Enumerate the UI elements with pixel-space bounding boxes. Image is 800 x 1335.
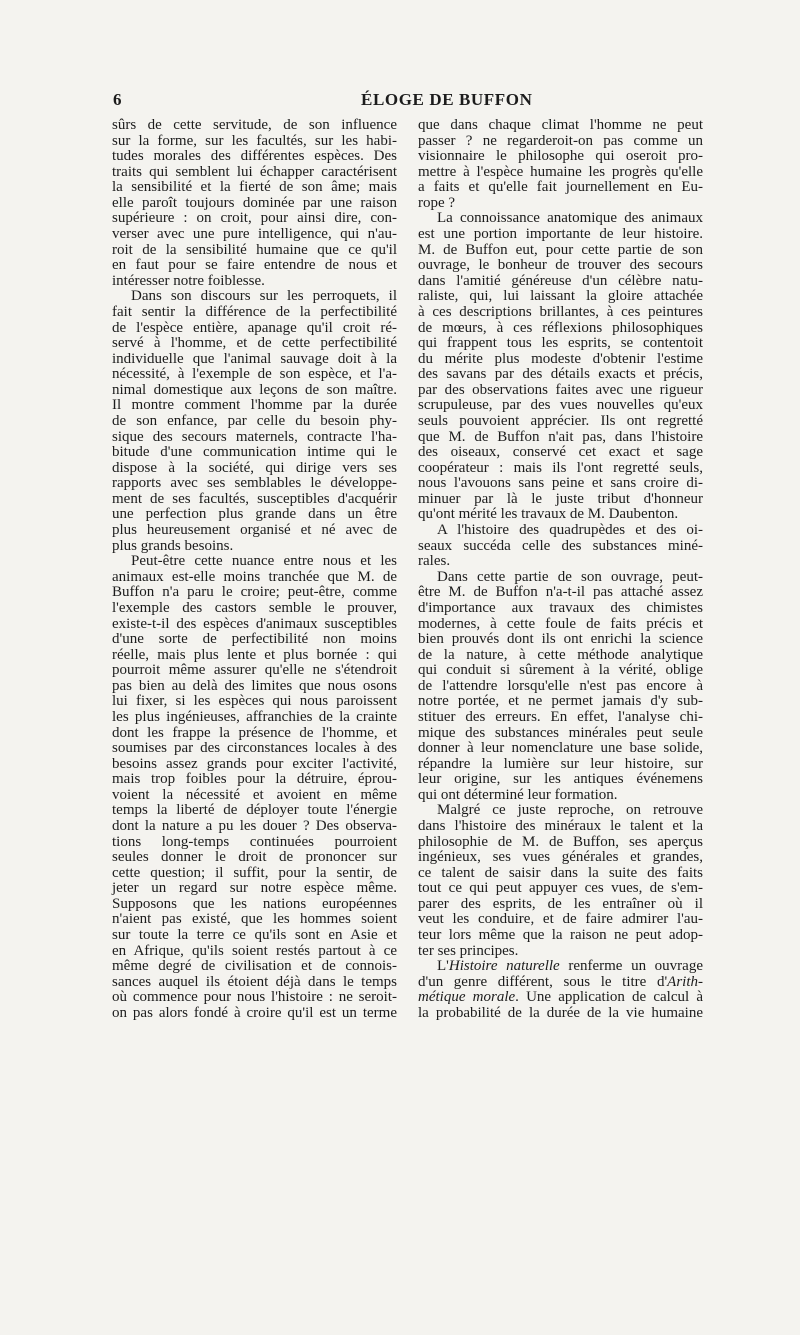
text-line: tudes morales des différentes espèces. Des	[112, 148, 397, 165]
text-line: servé à l'homme, et de cette perfectibilité	[112, 335, 397, 352]
paragraph	[112, 554, 397, 1021]
text-line: besoins assez grands pour exciter l'activité,	[112, 755, 397, 772]
text-line: pas bien au delà des limites que nous osons	[112, 677, 397, 694]
text-line: qu'ont mérité les travaux de M. Daubenton.	[418, 506, 679, 523]
paragraph	[418, 118, 703, 211]
text-run: renferme un ouvrage	[559, 958, 703, 975]
text-line: supérieure : on croit, pour ainsi dire, con-	[112, 210, 397, 227]
text-line: plus heureusement organisé et né avec de	[112, 522, 397, 539]
text-line: sur la forme, sur les facultés, sur les habi-	[112, 132, 397, 149]
text-line: voient la nécessité et avoient en même	[112, 786, 397, 803]
text-line: sique des secours maternels, contracte l'ha-	[112, 428, 397, 445]
text-line: seaux succéda celle des substances miné-	[418, 537, 703, 554]
text-line: passer ? ne regarderoit-on pas comme un	[418, 132, 703, 149]
text-line: existe-t-il des espèces d'animaux susceptibles	[112, 615, 397, 632]
text-line: traits qui semblent lui échapper caractérisent	[112, 163, 397, 180]
italic-text: Histoire naturelle	[448, 958, 560, 975]
text-line: dispose à la société, qui dirige vers ses	[112, 459, 397, 476]
text-line: lui fixer, si les espèces qui nous paroissent	[112, 693, 397, 710]
text-line: en faut pour se faire entendre de nous et	[112, 257, 397, 274]
text-line: teur lors même que la raison ne peut adop-	[418, 927, 703, 944]
text-column-right	[418, 118, 703, 1022]
text-line: leur origine, sur les antiques événemens	[418, 771, 703, 788]
text-line: la sensibilité et la fierté de son âme; mais	[112, 179, 397, 196]
text-line: tions long-temps continuées pourroient	[112, 833, 397, 850]
text-line: est une portion importante de leur histoire.	[418, 226, 703, 243]
text-run: L'	[437, 958, 449, 975]
text-line: seules donner le droit de prononcer sur	[112, 849, 397, 866]
text-line: sur toute la terre ce qu'ils sont en Asie et	[112, 927, 397, 944]
text-line: a faits et qu'elle fait journellement en Eu-	[418, 179, 703, 196]
text-line: jeter un regard sur notre espèce même.	[112, 880, 397, 897]
text-line: de l'espèce entière, apanage qu'il croit ré-	[112, 319, 397, 336]
text-line: ingénieux, ses vues générales et grandes,	[418, 849, 703, 866]
text-line: que M. de Buffon n'ait pas, dans l'histoire	[418, 428, 703, 445]
text-line: Peut-être cette nuance entre nous et les	[131, 553, 397, 570]
text-line: nimal domestique aux leçons de son maître.	[112, 381, 397, 398]
italic-text: Arith-	[667, 973, 703, 990]
text-line: dans l'amitié généreuse d'un célèbre natu-	[418, 272, 703, 289]
paragraph	[418, 211, 703, 523]
text-line: scrupuleuse, par des vues nouvelles qu'eux	[418, 397, 703, 414]
text-line: Dans cette partie de son ouvrage, peut-	[437, 568, 703, 585]
text-line: dans l'histoire des minéraux le talent et la	[418, 818, 703, 835]
text-line: de mœurs, à ces réflexions philosophiques	[418, 319, 703, 336]
text-line: ouvrage, le bonheur de trouver des secours	[418, 257, 703, 274]
text-line: veut les conduire, et de faire admirer l'au-	[418, 911, 703, 928]
text-line: rales.	[418, 553, 451, 570]
page-number: 6	[113, 90, 122, 109]
text-line: sûrs de cette servitude, de son influence	[112, 117, 397, 133]
text-line: bitude d'une communication intime qui le	[112, 444, 397, 461]
text-line: ment de ses facultés, susceptibles d'acquérir	[112, 490, 397, 507]
text-line	[418, 975, 703, 991]
text-line: où commence pour nous l'histoire : ne seroit-	[112, 989, 397, 1006]
text-line: d'importance aux travaux des chimistes	[418, 599, 703, 616]
text-line: bien prouvés dont ils ont enrichi la science	[418, 631, 703, 648]
text-line: tout ce qui peut appuyer ces vues, de s'em-	[418, 880, 703, 897]
text-line: d'une sorte de perfectibilité non moins	[112, 631, 397, 648]
text-line: cette question; il suffit, pour la sentir, de	[112, 864, 397, 881]
text-line: de la nature, à cette méthode analytique	[418, 646, 703, 663]
text-line: Supposons que les nations européennes	[112, 895, 397, 912]
text-line: l'exemple des castors semble le prouver,	[112, 599, 397, 616]
text-line: dont la nature a pu les douer ? Des observa-	[112, 818, 397, 835]
text-line: Malgré ce juste reproche, on retrouve	[437, 802, 703, 819]
text-line: soumises par des circonstances locales à des	[112, 740, 397, 757]
text-line: verser avec une pure intelligence, qui n'au-	[112, 226, 397, 243]
text-line: Il montre comment l'homme par la durée	[112, 397, 397, 414]
text-line: mettre à l'espèce humaine les progrès qu'elle	[418, 163, 703, 180]
text-line: modernes, à cette foule de faits précis et	[418, 615, 703, 632]
text-line: que dans chaque climat l'homme ne peut	[418, 117, 703, 133]
text-line: en Afrique, qu'ils soient restés partout à ce	[112, 942, 397, 959]
text-line: mais trop foibles pour la détruire, éprou-	[112, 771, 397, 788]
text-line: nécessité, à l'exemple de son espèce, et l'a-	[112, 366, 397, 383]
text-line: A l'histoire des quadrupèdes et des oi-	[437, 522, 703, 539]
text-line: qui conduit si sûrement à la vérité, oblige	[418, 662, 703, 679]
text-line: ce talent de saisir dans la suite des faits	[418, 864, 703, 881]
text-line: parer des esprits, de les entraîner où il	[418, 895, 703, 912]
text-line: coopérateur : mais ils l'ont regretté seuls,	[418, 459, 703, 476]
text-line	[418, 959, 703, 975]
text-line: ter ses principes.	[418, 942, 519, 959]
paragraph	[418, 803, 703, 959]
text-line: intéresser notre foiblesse.	[112, 272, 265, 289]
text-line: les plus ingénieuses, affranchies de la crainte	[112, 708, 397, 725]
text-line: plus grands besoins.	[112, 537, 234, 554]
text-line: Buffon n'a paru le croire; peut-être, comme	[112, 584, 397, 601]
text-line: à ces descriptions brillantes, à ces peintures	[418, 303, 703, 320]
text-line: stituer des erreurs. En effet, l'analyse chi-	[418, 708, 703, 725]
text-line: mique des substances minérales peut seule	[418, 724, 703, 741]
paragraph	[418, 959, 703, 1021]
paragraph	[112, 289, 397, 554]
text-line: raliste, qui, lui laissant la gloire attachée	[418, 288, 703, 305]
text-line: une perfection plus grande dans un être	[112, 506, 397, 523]
text-line: répandre la lumière sur leur histoire, sur	[418, 755, 703, 772]
text-line: de l'attendre lorsqu'elle n'est pas encore à	[418, 677, 703, 694]
text-line: rapports avec ses semblables le développe-	[112, 475, 397, 492]
text-line: fait sentir la différence de la perfectibilité	[112, 303, 397, 320]
text-line: être M. de Buffon n'a-t-il pas attaché assez	[418, 584, 703, 601]
text-line: de son enfance, par celle du besoin phy-	[112, 412, 397, 429]
text-line: on pas alors fondé à croire qu'il est un terme	[112, 1004, 397, 1021]
paragraph	[112, 118, 397, 289]
paragraph	[418, 523, 703, 570]
text-line: elle paroît toujours dominée par une raison	[112, 194, 397, 211]
text-line: seuls pouvoient apprécier. Ils ont regretté	[418, 412, 703, 429]
text-line: pourroit même assurer qu'elle ne s'étendroit	[112, 662, 397, 679]
text-line: qui ont déterminé leur formation.	[418, 786, 618, 803]
text-line: individuelle que l'animal sauvage doit à la	[112, 350, 397, 367]
text-line: n'aient pas existé, que les hommes soient	[112, 911, 397, 928]
text-line: donner à leur nomenclature une base solide,	[418, 740, 703, 757]
text-line: Dans son discours sur les perroquets, il	[131, 288, 397, 305]
text-line: La connoissance anatomique des animaux	[437, 210, 703, 227]
text-column-left	[112, 118, 397, 1022]
text-line: la probabilité de la durée de la vie humaine	[418, 1004, 703, 1021]
text-line: même degré de civilisation et de connois-	[112, 958, 397, 975]
text-line: notre portée, et ne permet jamais d'y sub-	[418, 693, 703, 710]
text-line: temps la liberté de déployer toute l'énergie	[112, 802, 397, 819]
text-line: des savans par des détails exacts et précis,	[418, 366, 703, 383]
text-line: visionnaire le philosophe qui oseroit pro-	[418, 148, 703, 165]
text-line: minuer par là le juste tribut d'honneur	[418, 490, 703, 507]
text-line: par des observations faites avec une rigueur	[418, 381, 703, 398]
text-line: animaux est-elle moins tranchée que M. de	[112, 568, 397, 585]
text-run: d'un genre différent, sous le titre d'	[418, 973, 668, 990]
text-line: nous l'avouons sans peine et sans croire di-	[418, 475, 703, 492]
text-line: qui frappent tous les esprits, se contentoit	[418, 335, 703, 352]
text-line: M. de Buffon eut, pour cette partie de son	[418, 241, 703, 258]
text-line: des oiseaux, conservé cet exact et sage	[418, 444, 703, 461]
text-line	[418, 990, 703, 1006]
italic-text: métique morale	[418, 989, 516, 1006]
text-line: réelle, mais plus lente et plus bornée : qui	[112, 646, 397, 663]
paragraph	[418, 570, 703, 804]
text-line: sances auquel ils étoient déjà dans le temps	[112, 973, 397, 990]
text-line: roit de la sensibilité humaine que ce qu'il	[112, 241, 397, 258]
text-run: . Une application de calcul à	[515, 989, 703, 1006]
text-line: dont les frappe la présence de l'homme, et	[112, 724, 397, 741]
text-line: rope ?	[418, 194, 456, 211]
text-line: philosophie de M. de Buffon, ses aperçus	[418, 833, 703, 850]
text-line: du mérite plus modeste d'obtenir l'estime	[418, 350, 703, 367]
running-title: ÉLOGE DE BUFFON	[361, 90, 533, 109]
